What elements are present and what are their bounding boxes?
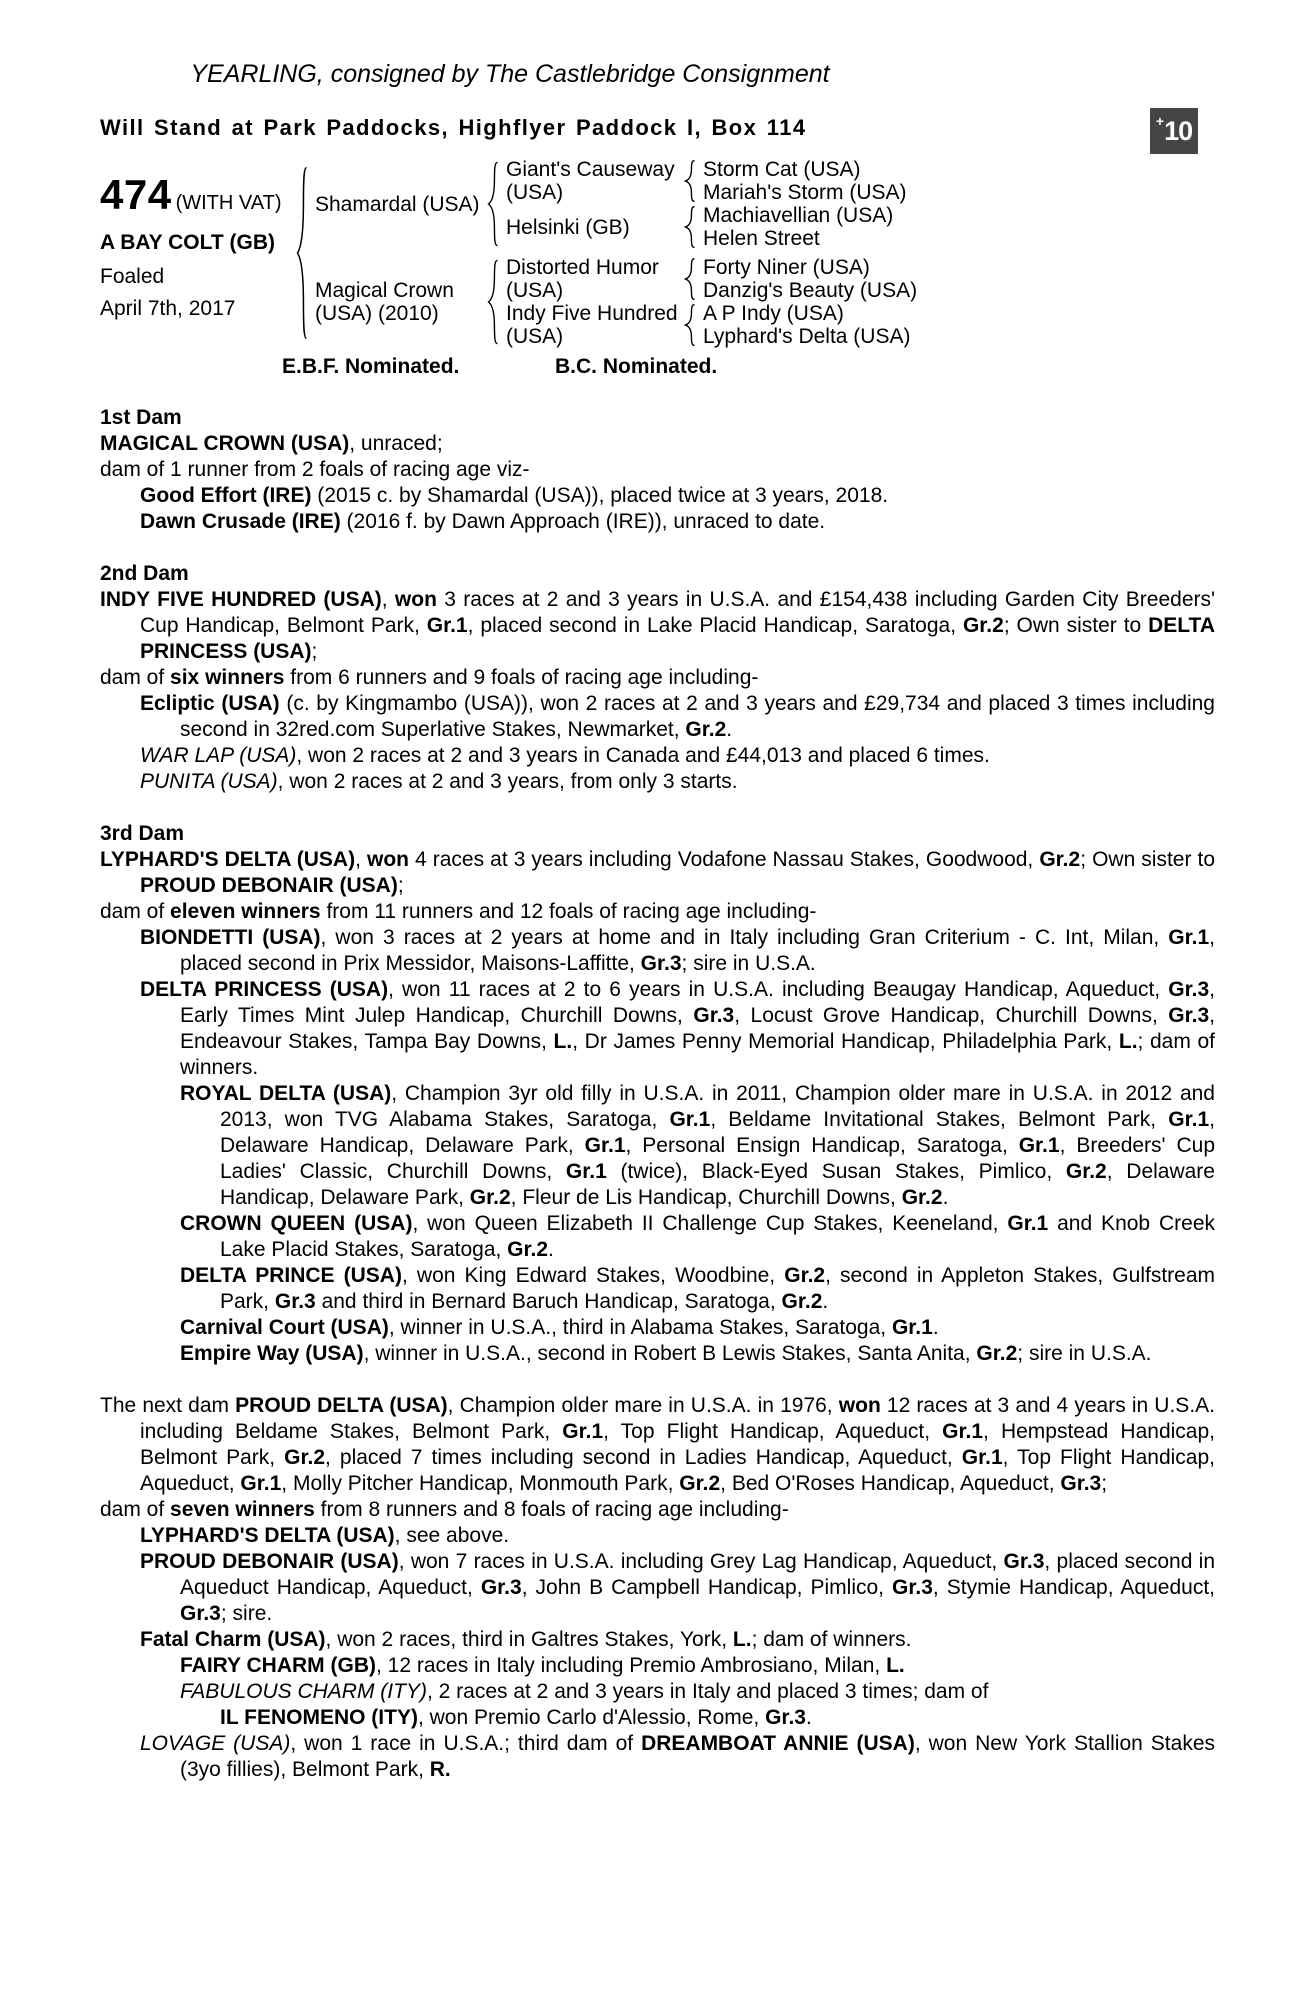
grandparent-line xyxy=(506,204,1215,250)
nominations xyxy=(282,355,1215,379)
great-grandparent-name: Danzig's Beauty (USA) xyxy=(703,279,918,302)
great-grandparent-name: Mariah's Storm (USA) xyxy=(703,181,907,204)
foaled-date: April 7th, 2017 xyxy=(100,297,236,320)
bc-nominated: B.C. Nominated. xyxy=(555,355,718,378)
great-grandparent-name: Helen Street xyxy=(703,227,820,250)
para-punita: PUNITA (USA), won 2 races at 2 and 3 years, from only 3 starts. xyxy=(140,770,738,793)
lot-vat-note: (WITH VAT) xyxy=(175,192,282,214)
pedigree-brace xyxy=(684,206,696,248)
sire-name: Shamardal (USA) xyxy=(315,192,480,216)
heading-1st-dam: 1st Dam xyxy=(100,406,182,429)
great-grandparent-name: Lyphard's Delta (USA) xyxy=(703,325,911,348)
grandparent-name: Distorted Humor (USA) xyxy=(506,256,659,302)
plus-icon: + xyxy=(1155,113,1165,129)
para-dam-of-seven-winners: dam of seven winners from 8 runners and 8 foals of racing age including- xyxy=(100,1498,789,1521)
para-delta-princess: DELTA PRINCESS (USA), won 11 races at 2 to 6 years in U.S.A. including Beaugay Handicap, Aqueduct, Gr.3, Early Times Mint Julep Handicap, Churchill Downs, Gr.3, Locust Grove Handicap, Churchill Downs, Gr.3, Endeavour Stakes, Tampa Bay Downs, L., Dr James Penny Memorial Handicap, Philadelphia Park, L.; dam of winners. xyxy=(140,978,1216,1079)
pedigree-brace xyxy=(487,259,499,345)
pedigree-brace xyxy=(684,304,696,346)
consignment-title: YEARLING, consigned by The Castlebridge Consignment xyxy=(190,60,830,88)
para-fatal-charm: Fatal Charm (USA), won 2 races, third in Galtres Stakes, York, L.; dam of winners. xyxy=(140,1628,912,1651)
para-biondetti: BIONDETTI (USA), won 3 races at 2 years at home and in Italy including Gran Criterium - C. Int, Milan, Gr.1, placed second in Prix Messidor, Maisons-Laffitte, Gr.3; sire in U.S.A. xyxy=(140,926,1216,975)
para-il-fenomeno: IL FENOMENO (ITY), won Premio Carlo d'Alessio, Rome, Gr.3. xyxy=(220,1706,812,1729)
dam-line xyxy=(315,253,1215,351)
pedigree-brace xyxy=(684,258,696,300)
lot-info xyxy=(100,155,296,351)
grandparent-name: Indy Five Hundred (USA) xyxy=(506,302,678,348)
badge-number: 10 xyxy=(1164,115,1193,146)
grandparent-name: Giant's Causeway (USA) xyxy=(506,158,675,204)
para-indy-five-hundred: INDY FIVE HUNDRED (USA), won 3 races at 2 and 3 years in U.S.A. and £154,438 including Garden City Breeders' Cup Handicap, Belmont Park, Gr.1, placed second in Lake Placid Handicap, Saratoga, Gr.2; Own sister to DELTA PRINCESS (USA); xyxy=(100,588,1215,663)
great-grandparent-name: A P Indy (USA) xyxy=(703,302,844,325)
para-fairy-charm: FAIRY CHARM (GB), 12 races in Italy including Premio Ambrosiano, Milan, L. xyxy=(180,1654,905,1677)
sire-line xyxy=(315,155,1215,253)
para-empire-way: Empire Way (USA), winner in U.S.A., second in Robert B Lewis Stakes, Santa Anita, Gr.2; sire in U.S.A. xyxy=(180,1342,1152,1365)
great-grandparent-name: Forty Niner (USA) xyxy=(703,256,870,279)
para-magical-crown: MAGICAL CROWN (USA), unraced; xyxy=(100,432,443,455)
para-lovage: LOVAGE (USA), won 1 race in U.S.A.; third dam of DREAMBOAT ANNIE (USA), won New York Stallion Stakes (3yo fillies), Belmont Park, R. xyxy=(140,1732,1215,1781)
grandparent-line xyxy=(506,256,1215,302)
stand-location: Will Stand at Park Paddocks, Highflyer Paddock I, Box 114 xyxy=(100,115,807,140)
colt-description: A BAY COLT (GB) xyxy=(100,231,276,254)
para-proud-debonair: PROUD DEBONAIR (USA), won 7 races in U.S.A. including Grey Lag Handicap, Aqueduct, Gr.3, placed second in Aqueduct Handicap, Aqueduct, Gr.3, John B Campbell Handicap, Pimlico, Gr.3, Stymie Handicap, Aqueduct, Gr.3; sire. xyxy=(140,1550,1215,1625)
pedigree-tree xyxy=(296,155,1215,351)
para-carnival-court: Carnival Court (USA), winner in U.S.A., third in Alabama Stakes, Saratoga, Gr.1. xyxy=(180,1316,939,1339)
lot-line xyxy=(100,171,296,219)
catalog-text xyxy=(100,405,1215,1783)
heading-3rd-dam: 3rd Dam xyxy=(100,822,185,845)
plus10-badge xyxy=(1150,108,1198,154)
para-war-lap: WAR LAP (USA), won 2 races at 2 and 3 years in Canada and £44,013 and placed 6 times. xyxy=(140,744,990,767)
pedigree-brace xyxy=(296,165,308,341)
pedigree-brace xyxy=(684,160,696,202)
para-ecliptic: Ecliptic (USA) (c. by Kingmambo (USA)), won 2 races at 2 and 3 years and £29,734 and placed 3 times including second in 32red.com Superlative Stakes, Newmarket, Gr.2. xyxy=(140,692,1215,741)
heading-2nd-dam: 2nd Dam xyxy=(100,562,189,585)
pedigree-section xyxy=(100,155,1215,351)
para-crown-queen: CROWN QUEEN (USA), won Queen Elizabeth II Challenge Cup Stakes, Keeneland, Gr.1 and Knob Creek Lake Placid Stakes, Saratoga, Gr.2. xyxy=(180,1212,1216,1261)
para-royal-delta: ROYAL DELTA (USA), Champion 3yr old filly in U.S.A. in 2011, Champion older mare in U.S.A. in 2012 and 2013, won TVG Alabama Stakes, Saratoga, Gr.1, Beldame Invitational Stakes, Belmont Park, Gr.1, Delaware Handicap, Delaware Park, Gr.1, Personal Ensign Handicap, Saratoga, Gr.1, Breeders' Cup Ladies' Classic, Churchill Downs, Gr.1 (twice), Black-Eyed Susan Stakes, Pimlico, Gr.2, Delaware Handicap, Delaware Park, Gr.2, Fleur de Lis Handicap, Churchill Downs, Gr.2. xyxy=(180,1082,1215,1209)
para-dam-of-1-runner: dam of 1 runner from 2 foals of racing age viz- xyxy=(100,458,530,481)
para-proud-delta: The next dam PROUD DELTA (USA), Champion older mare in U.S.A. in 1976, won 12 races at 3 and 4 years in U.S.A. including Beldame Stakes, Belmont Park, Gr.1, Top Flight Handicap, Aqueduct, Gr.1, Hempstead Handicap, Belmont Park, Gr.2, placed 7 times including second in Ladies Handicap, Aqueduct, Gr.1, Top Flight Handicap, Aqueduct, Gr.1, Molly Pitcher Handicap, Monmouth Park, Gr.2, Bed O'Roses Handicap, Aqueduct, Gr.3; xyxy=(100,1394,1215,1495)
para-dawn-crusade: Dawn Crusade (IRE) (2016 f. by Dawn Approach (IRE)), unraced to date. xyxy=(140,510,826,533)
grandparent-name: Helsinki (GB) xyxy=(506,215,630,239)
great-grandparent-name: Machiavellian (USA) xyxy=(703,204,894,227)
para-fabulous-charm: FABULOUS CHARM (ITY), 2 races at 2 and 3 years in Italy and placed 3 times; dam of xyxy=(180,1680,989,1703)
grandparent-line xyxy=(506,158,1215,204)
foaled-label: Foaled xyxy=(100,265,165,288)
para-delta-prince: DELTA PRINCE (USA), won King Edward Stakes, Woodbine, Gr.2, second in Appleton Stakes, Gulfstream Park, Gr.3 and third in Bernard Baruch Handicap, Saratoga, Gr.2. xyxy=(180,1264,1216,1313)
grandparent-line xyxy=(506,302,1215,348)
great-grandparent-name: Storm Cat (USA) xyxy=(703,158,861,181)
dam-name: Magical Crown (USA) (2010) xyxy=(315,279,454,325)
para-dam-of-six-winners: dam of six winners from 6 runners and 9 foals of racing age including- xyxy=(100,666,759,689)
para-lyphards-delta-see-above: LYPHARD'S DELTA (USA), see above. xyxy=(140,1524,510,1547)
ebf-nominated: E.B.F. Nominated. xyxy=(282,355,460,378)
pedigree-brace xyxy=(487,161,499,247)
para-good-effort: Good Effort (IRE) (2015 c. by Shamardal (USA)), placed twice at 3 years, 2018. xyxy=(140,484,889,507)
para-dam-of-eleven-winners: dam of eleven winners from 11 runners and 12 foals of racing age including- xyxy=(100,900,817,923)
lot-number: 474 xyxy=(100,171,172,218)
para-lyphards-delta: LYPHARD'S DELTA (USA), won 4 races at 3 years including Vodafone Nassau Stakes, Goodwood, Gr.2; Own sister to PROUD DEBONAIR (USA); xyxy=(100,848,1216,897)
